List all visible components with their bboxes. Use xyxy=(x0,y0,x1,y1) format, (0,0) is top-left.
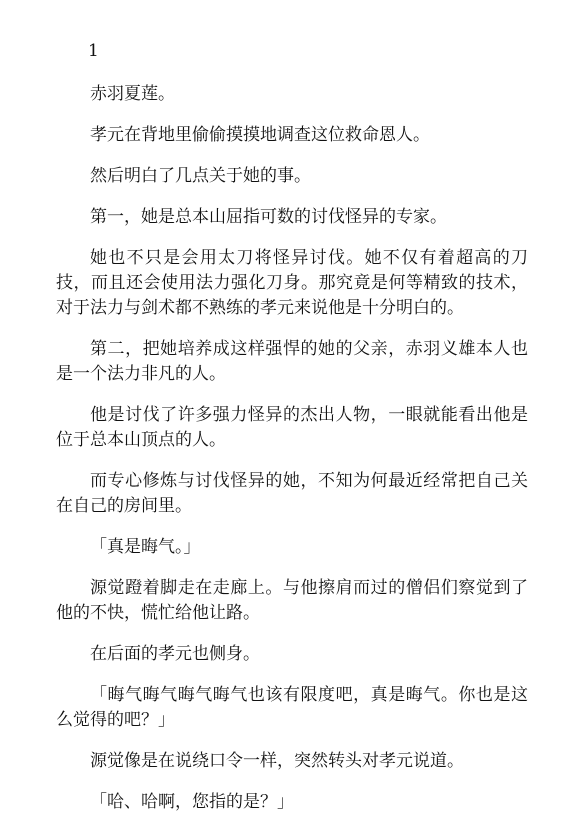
paragraph: 「哈、哈啊，您指的是？」 xyxy=(90,792,294,812)
paragraph: 「晦气晦气晦气晦气也该有限度吧，真是晦气。你也是这么觉得的吧？」 xyxy=(56,685,528,730)
body-text xyxy=(56,82,528,831)
paragraph: 孝元在背地里偷偷摸摸地调查这位救命恩人。 xyxy=(90,125,430,145)
paragraph: 源觉蹬着脚走在走廊上。与他擦肩而过的僧侣们察觉到了他的不快，慌忙给他让路。 xyxy=(56,578,528,623)
paragraph: 「真是晦气。」 xyxy=(90,537,201,557)
paragraph: 源觉像是在说绕口令一样，突然转头对孝元说道。 xyxy=(90,751,464,771)
paragraph: 他是讨伐了许多强力怪异的杰出人物，一眼就能看出他是位于总本山顶点的人。 xyxy=(56,405,528,450)
paragraph: 第二，把她培养成这样强悍的她的父亲，赤羽义雄本人也是一个法力非凡的人。 xyxy=(56,339,528,384)
paragraph: 她也不只是会用太刀将怪异讨伐。她不仅有着超高的刀技，而且还会使用法力强化刀身。那究竟是何等精致的技术，对于法力与剑术都不熟练的孝元来说他是十分明白的。 xyxy=(56,248,528,318)
paragraph: 赤羽夏莲。 xyxy=(90,84,175,104)
paragraph: 第一，她是总本山屈指可数的讨伐怪异的专家。 xyxy=(90,207,447,227)
paragraph: 然后明白了几点关于她的事。 xyxy=(90,166,311,186)
paragraph: 在后面的孝元也侧身。 xyxy=(90,644,260,664)
page-number: 1 xyxy=(88,41,99,61)
paragraph: 而专心修炼与讨伐怪异的她，不知为何最近经常把自己关在自己的房间里。 xyxy=(56,471,528,516)
